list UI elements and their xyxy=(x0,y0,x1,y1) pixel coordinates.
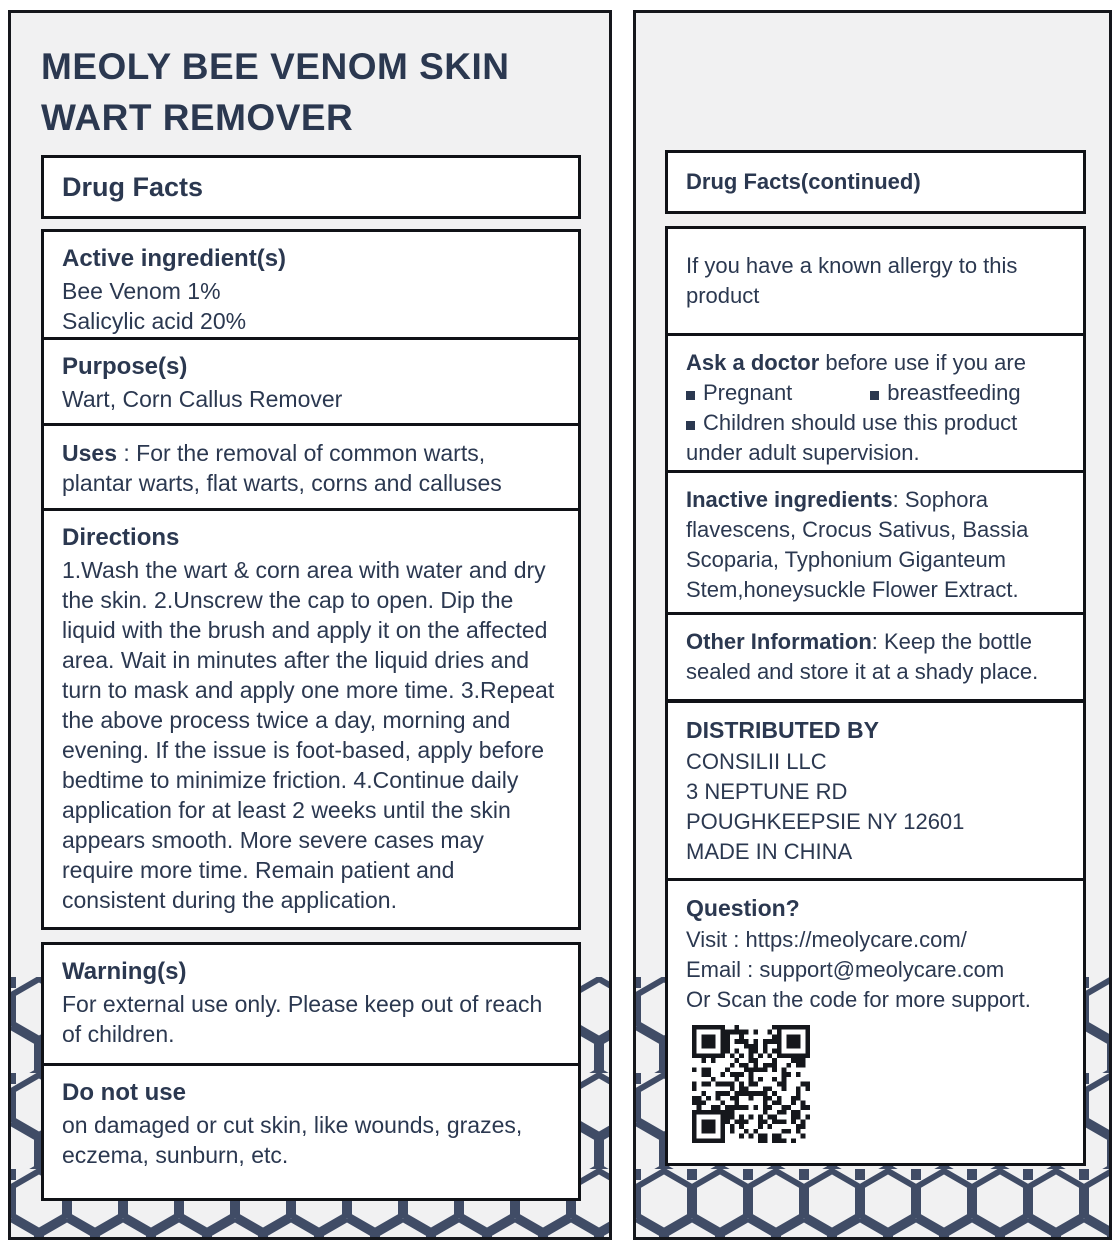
product-title-line2: WART REMOVER xyxy=(41,97,354,138)
drug-facts-continued-header xyxy=(665,150,1086,214)
bullet-text: Children should use this product under adult supervision. xyxy=(686,410,1018,465)
uses-section xyxy=(41,423,581,513)
do-not-use-section xyxy=(41,1063,581,1201)
distributor-section xyxy=(665,700,1086,890)
square-bullet-icon xyxy=(686,391,695,400)
drug-facts-continued-title: Drug Facts(continued) xyxy=(686,169,921,194)
product-title xyxy=(41,41,510,143)
label-panel-right xyxy=(633,10,1112,1240)
distributor-label: DISTRIBUTED BY xyxy=(686,717,879,743)
bullet-item xyxy=(686,408,1065,468)
qr-code xyxy=(692,1025,810,1143)
ask-doctor-label: Ask a doctor xyxy=(686,350,820,375)
distributor-line: POUGHKEEPSIE NY 12601 xyxy=(686,809,965,834)
other-information-section xyxy=(665,612,1086,702)
other-information-text: : Keep the bottle sealed and store it at a shady place. xyxy=(686,629,1039,684)
square-bullet-icon xyxy=(870,391,879,400)
active-ingredients-label: Active ingredient(s) xyxy=(62,245,287,272)
question-visit-line: Visit : https://meolycare.com/ xyxy=(686,927,967,952)
bullet-item xyxy=(686,378,792,408)
directions-section xyxy=(41,508,581,930)
ask-doctor-bullet-row xyxy=(686,378,1065,408)
drug-facts-title: Drug Facts xyxy=(62,172,204,202)
distributor-line: 3 NEPTUNE RD xyxy=(686,779,848,804)
product-title-line1: MEOLY BEE VENOM SKIN xyxy=(41,46,510,87)
uses-text: : For the removal of common warts, plantar warts, flat warts, corns and calluses xyxy=(62,440,502,496)
allergy-text: If you have a known allergy to this product xyxy=(686,253,1018,308)
active-ingredient-line: Bee Venom 1% xyxy=(62,278,221,304)
directions-text: 1.Wash the wart & corn area with water and dry the skin. 2.Unscrew the cap to open. Dip the liquid with the brush and apply it on the affected area. Wait in minutes after the liquid dries and turn to mask and apply one more time. 3.Repeat the above process twice a day, morning and evening. If the issue is foot-based, apply before bedtime to minimize friction. 4.Continue daily application for at least 2 weeks until the skin appears smooth. More severe cases may require more time. Remain patient and consistent during the application. xyxy=(62,557,555,913)
bullet-text: Pregnant xyxy=(703,380,793,405)
other-information-label: Other Information xyxy=(686,629,872,654)
purpose-section xyxy=(41,337,581,429)
do-not-use-label: Do not use xyxy=(62,1079,186,1106)
distributor-line: CONSILII LLC xyxy=(686,749,827,774)
question-email-line: Email : support@meolycare.com xyxy=(686,957,1005,982)
question-scan-line: Or Scan the code for more support. xyxy=(686,987,1031,1012)
ask-doctor-text: before use if you are xyxy=(819,350,1026,375)
ask-doctor-section xyxy=(665,333,1086,483)
warnings-section xyxy=(41,942,581,1068)
square-bullet-icon xyxy=(686,421,695,430)
warnings-text: For external use only. Please keep out of reach of children. xyxy=(62,991,543,1047)
uses-label: Uses xyxy=(62,440,117,466)
label-panel-left xyxy=(8,10,612,1240)
drug-facts-header xyxy=(41,155,581,219)
bullet-item xyxy=(870,378,1020,408)
inactive-ingredients-section xyxy=(665,470,1086,620)
bullet-text: breastfeeding xyxy=(887,380,1021,405)
active-ingredients-section xyxy=(41,229,581,351)
directions-label: Directions xyxy=(62,524,180,551)
active-ingredient-line: Salicylic acid 20% xyxy=(62,308,247,334)
allergy-section xyxy=(665,226,1086,338)
distributor-line: MADE IN CHINA xyxy=(686,839,853,864)
do-not-use-text: on damaged or cut skin, like wounds, grazes, eczema, sunburn, etc. xyxy=(62,1112,523,1168)
inactive-ingredients-text: : Sophora flavescens, Crocus Sativus, Bassia Scoparia, Typhonium Giganteum Stem,honeysuckle Flower Extract. xyxy=(686,487,1029,602)
question-section xyxy=(665,878,1086,1166)
purpose-label: Purpose(s) xyxy=(62,353,188,380)
inactive-ingredients-label: Inactive ingredients xyxy=(686,487,893,512)
purpose-line: Wart, Corn Callus Remover xyxy=(62,386,343,412)
question-label: Question? xyxy=(686,895,800,921)
warnings-label: Warning(s) xyxy=(62,958,187,985)
